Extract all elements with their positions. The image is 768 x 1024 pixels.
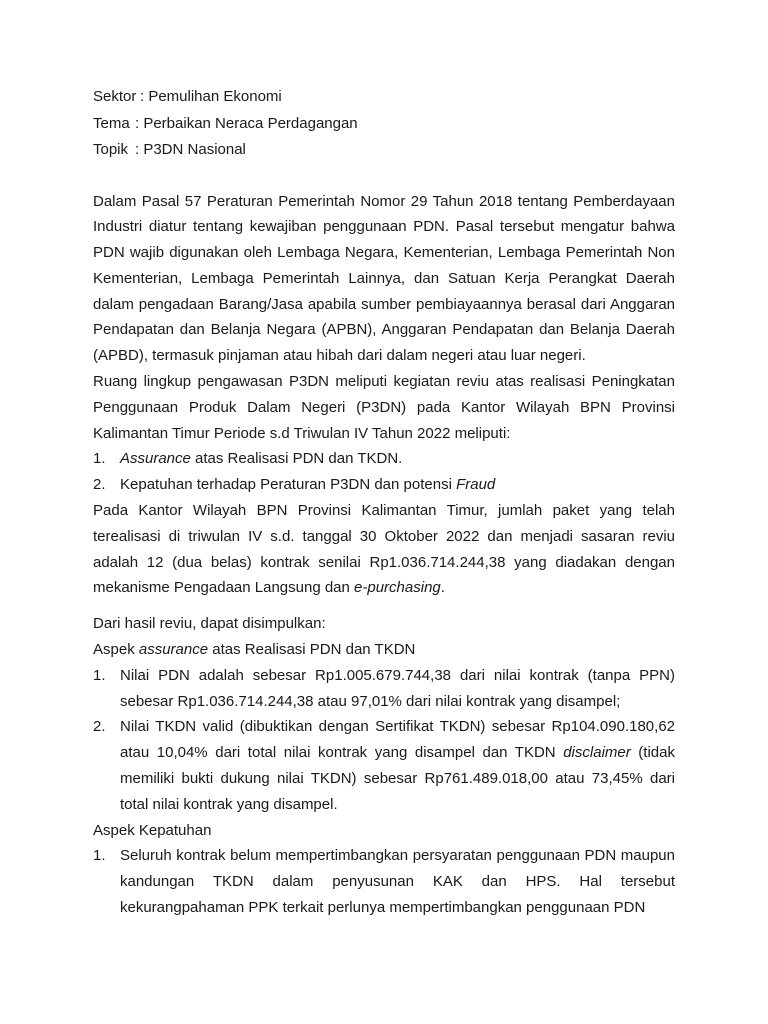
aspect-compliance-heading: Aspek Kepatuhan — [93, 821, 212, 839]
tema-value: : Perbaikan Neraca Perdagangan — [135, 114, 358, 132]
list-emphasis: Fraud — [456, 476, 496, 494]
meta-sektor — [93, 84, 675, 111]
paragraph-text: Pada Kantor Wilayah BPN Provinsi Kalimantan Timur, jumlah paket yang telah terealisasi di triwulan IV s.d. tanggal 30 Oktober 2022 dan menjadi sasaran reviu adalah 12 (dua belas) kontrak senilai Rp1.036.714.244,38 yang diadakan dengan mekanisme Pengadaan Langsung dan — [93, 502, 675, 597]
list-number: 2. — [93, 718, 106, 736]
paragraph-packages — [93, 498, 675, 601]
list-item — [93, 714, 675, 817]
paragraph-end: . — [440, 579, 445, 597]
spacer — [93, 164, 675, 189]
paragraph-scope: Ruang lingkup pengawasan P3DN meliputi kegiatan reviu atas realisasi Peningkatan Penggunaan Produk Dalam Negeri (P3DN) pada Kantor Wilayah BPN Provinsi Kalimantan Timur Periode s.d Triwulan IV Tahun 2022 meliputi: — [93, 373, 675, 442]
heading-emphasis: assurance — [138, 641, 209, 659]
list-number: 1. — [93, 666, 106, 684]
list-number: 1. — [93, 450, 106, 468]
list-number: 1. — [93, 847, 106, 865]
list-item — [93, 446, 675, 472]
spacer — [93, 601, 675, 611]
heading-text: Aspek — [93, 641, 139, 659]
list-text: Kepatuhan terhadap Peraturan P3DN dan potensi — [120, 476, 457, 494]
paragraph-regulation: Dalam Pasal 57 Peraturan Pemerintah Nomor 29 Tahun 2018 tentang Pemberdayaan Industri diatur tentang kewajiban penggunaan PDN. Pasal tersebut mengatur bahwa PDN wajib digunakan oleh Lembaga Negara, Kementerian, Lembaga Pemerintah Non Kementerian, Lembaga Pemerintah Lainnya, dan Satuan Kerja Perangkat Daerah dalam pengadaan Barang/Jasa apabila sumber pembiayaannya berasal dari Anggaran Pendapatan dan Belanja Negara (APBN), Anggaran Pendapatan dan Belanja Daerah (APBD), termasuk pinjaman atau hibah dari dalam negeri atau luar negeri. — [93, 192, 675, 365]
conclusion-intro: Dari hasil reviu, dapat disimpulkan: — [93, 615, 326, 633]
list-number: 2. — [93, 476, 106, 494]
meta-topik — [93, 137, 675, 164]
sektor-value: : Pemulihan Ekonomi — [140, 88, 282, 105]
list-emphasis: Assurance — [120, 450, 191, 468]
list-text: Nilai PDN adalah sebesar Rp1.005.679.744,38 dari nilai kontrak (tanpa PPN) sebesar Rp1.036.714.244,38 atau 97,01% dari nilai kontrak yang disampel; — [120, 666, 675, 710]
meta-tema — [93, 111, 675, 138]
heading-text: atas Realisasi PDN dan TKDN — [208, 641, 416, 659]
sektor-label: Sektor — [93, 88, 137, 105]
list-item — [93, 663, 675, 715]
list-emphasis: disclaimer — [563, 744, 631, 762]
topik-value: : P3DN Nasional — [135, 141, 246, 158]
list-item — [93, 843, 675, 920]
list-text: Seluruh kontrak belum mempertimbangkan persyaratan penggunaan PDN maupun kandungan TKDN dalam penyusunan KAK dan HPS. Hal tersebut kekurangpahaman PPK terkait perlunya mempertimbangkan penggunaan PDN — [120, 847, 675, 917]
aspect-assurance-heading — [93, 637, 675, 663]
tema-label: Tema — [93, 114, 130, 132]
list-text: Nilai TKDN valid (dibuktikan dengan Sertifikat TKDN) sebesar Rp104.090.180,62 atau 10,04% dari total nilai kontrak yang disampel dan TKDN — [120, 718, 675, 762]
paragraph-emphasis: e-purchasing — [354, 579, 441, 597]
list-item — [93, 472, 675, 498]
topik-label: Topik — [93, 141, 129, 158]
list-text: atas Realisasi PDN dan TKDN. — [190, 450, 403, 468]
list-text: (tidak memiliki bukti dukung nilai TKDN) sebesar Rp761.489.018,00 atau 73,45% dari total nilai kontrak yang disampel. — [120, 744, 675, 813]
